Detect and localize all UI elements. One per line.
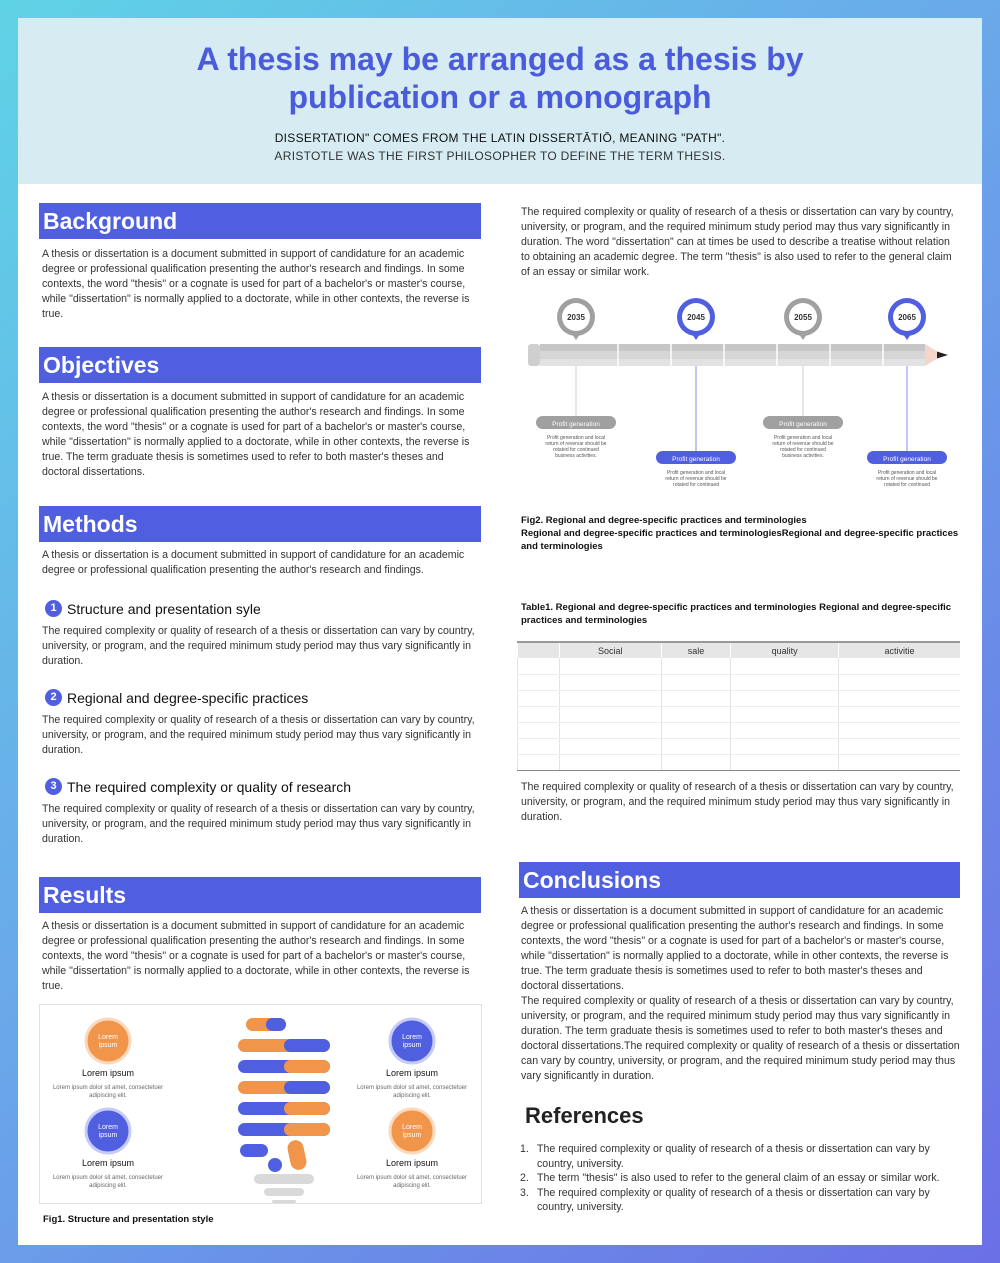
objectives-text: A thesis or dissertation is a document submitted in support of candidature for an academic degree or professional qualification presenting the author's research and findings. In some contexts, the word "thesis" or a cognate is used for part of a bachelor's or master's course, while "dissertation" is normally applied to a doctorate, while in other contexts, the reverse is true. The term graduate thesis is sometimes used to refer to both master's theses and doctoral dissertations. [42,391,470,478]
svg-text:rotated for continued: rotated for continued [884,482,930,488]
table-row [518,706,961,722]
pencil-timeline-bar [528,344,948,366]
svg-text:return of revenue should be: return of revenue should be [772,441,834,447]
svg-text:business activities.: business activities. [555,453,597,459]
fig1-infographic [39,1004,482,1204]
fig1-caption: Fig1. Structure and presentation style [43,1214,214,1225]
fig1-item-title-4: Lorem ipsum [385,1158,439,1168]
table-header-quality: quality [731,642,839,658]
timeline-marker-4 [867,298,947,488]
conclusions-text-1: A thesis or dissertation is a document submitted in support of candidature for an academic degree or professional qualification presenting the author's research and findings. In some contexts, the word "thesis" or a cognate is used for part of a bachelor's or master's course, while "dissertation" is normally applied to a doctorate, while in other contexts, the reverse is true. The term graduate thesis is sometimes used to refer to both master's theses and doctoral dissertations. [521,905,949,992]
method-item-3-text: The required complexity or quality of research of a thesis or dissertation can vary by country, university, or program, and the required minimum study period may thus vary significantly in duration. [42,803,475,845]
svg-text:business activities.: business activities. [782,453,824,459]
results-text: A thesis or dissertation is a document submitted in support of candidature for an academic degree or professional qualification presenting the author's research and findings. In some contexts, the word "thesis" or a cognate is used for part of a bachelor's or master's course, while "dissertation" is normally applied to a doctorate, while in other contexts, the reverse is true. [42,920,470,992]
reference-text: The required complexity or quality of research of a thesis or dissertation can vary by country, university. [537,1186,930,1213]
svg-text:Profit generation and local: Profit generation and local [666,470,726,476]
method-item-1-label: Structure and presentation syle [67,600,261,617]
background-heading: Background [39,203,481,239]
fig1-item-title-1: Lorem ipsum [81,1068,135,1078]
timeline-figure [523,298,963,488]
reference-item [520,1171,950,1186]
method-item-3-label: The required complexity or quality of research [67,778,352,795]
table-header-sale: sale [661,642,731,658]
table-row [518,754,961,770]
timeline-year-2: 2045 [687,313,705,322]
fig2-caption-line-2: Regional and degree-specific practices and terminologiesRegional and degree-specific practices and terminologies [521,528,959,552]
poster [18,18,982,1245]
table-header-empty [518,642,560,658]
table-row [518,690,961,706]
timeline-label-1: Profit generation [552,421,600,428]
timeline-marker-3 [763,298,843,459]
svg-text:Profit generation and local: Profit generation and local [773,435,833,441]
fig2-caption-line-1: Fig2. Regional and degree-specific practices and terminologies [521,515,807,526]
objectives-heading: Objectives [39,347,481,383]
method-item-1-text: The required complexity or quality of research of a thesis or dissertation can vary by country, university, or program, and the required minimum study period may thus vary significantly in duration. [42,625,475,667]
references-heading: References [525,1103,644,1128]
fig1-circle-orange-bottom [390,1109,434,1153]
timeline-marker-2 [656,298,736,488]
results-heading: Results [39,877,481,913]
fig1-circle-label-4: Lorem ipsum [402,1124,422,1139]
poster-title [18,40,982,116]
title-line-2: publication or a monograph [288,79,712,115]
title-line-1: A thesis may be arranged as a thesis by [196,41,804,77]
table-header-row [518,642,961,658]
right-intro-text: The required complexity or quality of research of a thesis or dissertation can vary by country, university, or program, and the required minimum study period may thus vary significantly in duration. The word "dissertation" can at times be used to describe a treatise without relation to obtaining an academic degree. The term "thesis" is also used to refer to the general claim of an essay or similar work. [521,206,954,278]
table1-caption: Table1. Regional and degree-specific practices and terminologies Regional and degree-specific practices and terminologies [521,602,952,626]
fig1-circle-label-2: Lorem ipsum [98,1124,118,1139]
svg-text:Profit generation and local: Profit generation and local [546,435,606,441]
reference-text: The required complexity or quality of research of a thesis or dissertation can vary by country, university. [537,1143,930,1170]
fig1-item-text-4a: Lorem ipsum dolor sit amet, consectetuer [356,1175,468,1181]
svg-text:rotated for continued: rotated for continued [780,447,826,453]
fig1-item-text-1b: adipiscing elit. [89,1093,127,1099]
fig1-circle-orange-top [86,1019,130,1063]
reference-item [520,1142,950,1171]
fig1-item-text-3a: Lorem ipsum dolor sit amet, consectetuer [356,1085,468,1091]
subtitle-1: DISSERTATION" COMES FROM THE LATIN DISSERTĀTIŌ, MEANING "PATH". [274,131,726,145]
background-text: A thesis or dissertation is a document submitted in support of candidature for an academic degree or professional qualification presenting the author's research and findings. In some contexts, the word "thesis" or a cognate is used for part of a bachelor's or master's course, while "dissertation" is normally applied to a doctorate, while in other contexts, the reverse is true. [42,248,470,320]
table-row [518,738,961,754]
method-item-2-text: The required complexity or quality of research of a thesis or dissertation can vary by country, university, or program, and the required minimum study period may thus vary significantly in duration. [42,714,475,756]
number-badge-2: 2 [45,689,62,706]
fig1-item-title-2: Lorem ipsum [81,1158,135,1168]
fig1-circle-blue-bottom [86,1109,130,1153]
table-header-activitie: activitie [838,642,960,658]
reference-number: 1. [520,1143,529,1155]
svg-text:return of revenue should be: return of revenue should be [876,476,938,482]
timeline-year-4: 2065 [898,313,916,322]
method-item-2-title [45,689,308,706]
fig1-item-text-4b: adipiscing elit. [393,1183,431,1189]
timeline-marker-1 [536,298,616,459]
poster-header [18,18,982,184]
data-table [517,641,960,771]
methods-heading: Methods [39,506,481,542]
svg-text:return of revenue should be: return of revenue should be [665,476,727,482]
reference-number: 2. [520,1172,529,1184]
methods-text: A thesis or dissertation is a document submitted in support of candidature for an academic degree or professional qualification presenting the author's research and findings. [42,549,465,576]
table-header-social: Social [560,642,662,658]
timeline-year-1: 2035 [567,313,585,322]
table-row [518,722,961,738]
method-item-2-label: Regional and degree-specific practices [67,689,309,706]
fig1-circle-label-3: Lorem ipsum [402,1034,422,1049]
timeline-label-3: Profit generation [779,421,827,428]
number-badge-3: 3 [45,778,62,795]
timeline-year-3: 2055 [794,313,812,322]
references-list [520,1142,950,1215]
table1-after-text: The required complexity or quality of research of a thesis or dissertation can vary by country, university, or program, and the required minimum study period may thus vary significantly in duration. [521,781,954,823]
method-item-3-title [45,778,351,795]
subtitle-2: ARISTOTLE WAS THE FIRST PHILOSOPHER TO DEFINE THE TERM THESIS. [274,149,726,163]
timeline-label-2: Profit generation [672,456,720,463]
svg-text:Profit generation and local: Profit generation and local [877,470,937,476]
fig1-item-text-2b: adipiscing elit. [89,1183,127,1189]
reference-item [520,1186,950,1215]
reference-text: The term "thesis" is also used to refer to the general claim of an essay or similar work. [537,1172,940,1184]
reference-number: 3. [520,1186,529,1199]
conclusions-heading: Conclusions [519,862,960,898]
number-badge-1: 1 [45,600,62,617]
fig2-caption [521,514,961,553]
method-item-1-title [45,600,261,617]
fig1-item-title-3: Lorem ipsum [385,1068,439,1078]
timeline-label-4: Profit generation [883,456,931,463]
fig1-item-text-3b: adipiscing elit. [393,1093,431,1099]
conclusions-text-2: The required complexity or quality of research of a thesis or dissertation can vary by country, university, or program, and the required minimum study period may thus vary significantly in duration. The term graduate thesis is sometimes used to refer to both master's theses and doctoral dissertations.The required complexity or quality of research of a thesis or dissertation can vary by country, university, or program, and the required minimum study period may thus vary significantly in duration. [521,995,960,1082]
table-row [518,658,961,674]
fig1-item-text-1a: Lorem ipsum dolor sit amet, consectetuer [52,1085,164,1091]
svg-text:return of revenue should be: return of revenue should be [545,441,607,447]
svg-text:rotated for continued: rotated for continued [553,447,599,453]
fig1-circle-blue-top [390,1019,434,1063]
fig1-circle-label-1: Lorem ipsum [98,1034,118,1049]
table-row [518,674,961,690]
fig1-item-text-2a: Lorem ipsum dolor sit amet, consectetuer [52,1175,164,1181]
svg-text:rotated for continued: rotated for continued [673,482,719,488]
